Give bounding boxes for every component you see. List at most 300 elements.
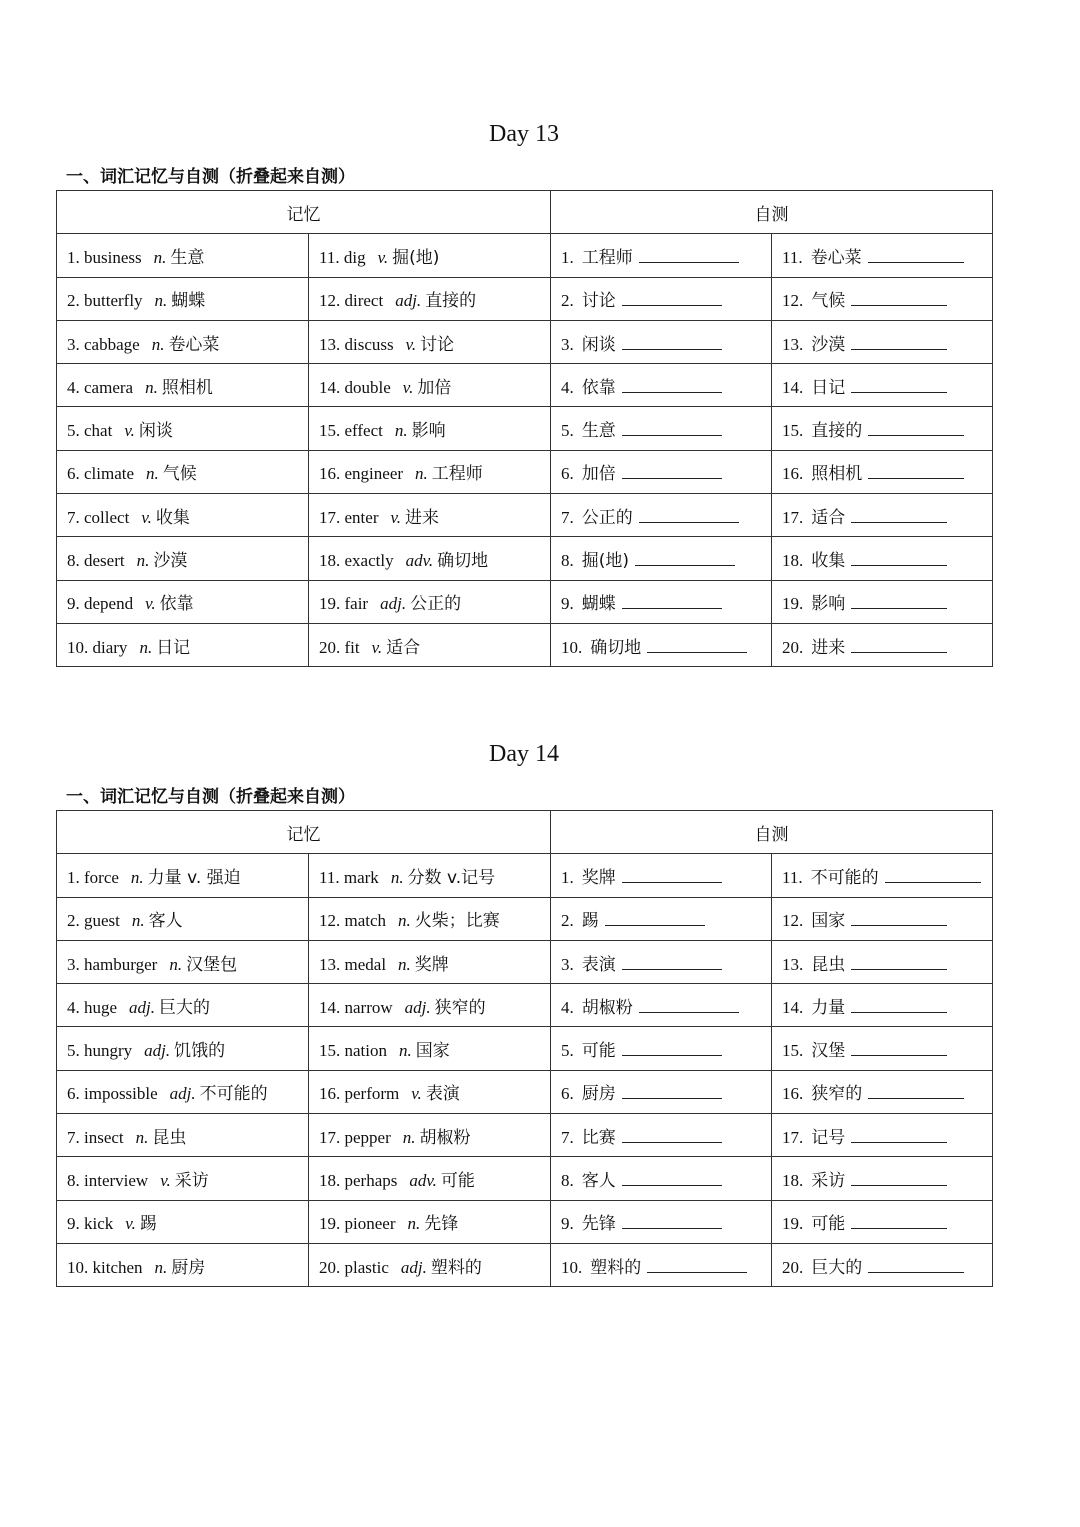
item-number: 10. bbox=[561, 1257, 583, 1277]
table-row bbox=[57, 623, 993, 666]
self-test-cell bbox=[772, 623, 993, 666]
item-number: 10. bbox=[67, 637, 89, 657]
answer-blank[interactable] bbox=[622, 287, 722, 306]
chinese-meaning: 卷心菜 bbox=[168, 334, 220, 355]
self-test-cell bbox=[772, 580, 993, 623]
self-test-cell bbox=[551, 320, 772, 363]
item-number: 20. bbox=[319, 1257, 341, 1277]
part-of-speech: v. bbox=[371, 637, 383, 657]
answer-blank[interactable] bbox=[605, 907, 705, 926]
chinese-prompt: 表演 bbox=[581, 954, 616, 975]
memory-cell bbox=[57, 234, 309, 277]
item-number: 13. bbox=[319, 334, 341, 354]
chinese-prompt: 进来 bbox=[811, 637, 846, 658]
answer-blank[interactable] bbox=[622, 590, 722, 609]
item-number: 6. bbox=[67, 464, 80, 484]
table-row bbox=[57, 494, 993, 537]
english-word: business bbox=[84, 247, 142, 267]
item-number: 19. bbox=[319, 1214, 341, 1234]
self-test-cell bbox=[551, 1070, 772, 1113]
item-number: 9. bbox=[67, 594, 80, 614]
item-number: 6. bbox=[67, 1084, 80, 1104]
chinese-prompt: 先锋 bbox=[581, 1214, 616, 1235]
memory-cell bbox=[57, 450, 309, 493]
item-number: 15. bbox=[782, 421, 804, 441]
part-of-speech: n. bbox=[139, 637, 153, 657]
item-number: 4. bbox=[67, 377, 80, 397]
chinese-meaning: 确切地 bbox=[437, 551, 489, 572]
english-word: kick bbox=[84, 1214, 114, 1234]
answer-blank[interactable] bbox=[622, 417, 722, 436]
english-word: pioneer bbox=[344, 1214, 396, 1234]
chinese-meaning: 闲谈 bbox=[138, 421, 173, 442]
item-number: 2. bbox=[561, 291, 574, 311]
english-word: pepper bbox=[344, 1127, 391, 1147]
self-test-cell bbox=[551, 1243, 772, 1286]
item-number: 13. bbox=[782, 334, 804, 354]
answer-blank[interactable] bbox=[622, 951, 722, 970]
memory-cell bbox=[57, 897, 309, 940]
part-of-speech: n. bbox=[399, 1041, 412, 1061]
english-word: fair bbox=[344, 594, 369, 614]
item-number: 18. bbox=[319, 551, 341, 571]
answer-blank[interactable] bbox=[851, 907, 947, 926]
english-word: guest bbox=[84, 911, 120, 931]
chinese-meaning: 巨大的 bbox=[159, 997, 211, 1018]
chinese-prompt: 气候 bbox=[811, 291, 846, 312]
item-number: 12. bbox=[319, 911, 341, 931]
memory-cell bbox=[309, 450, 551, 493]
item-number: 19. bbox=[319, 594, 341, 614]
chinese-prompt: 收集 bbox=[811, 551, 846, 572]
answer-blank[interactable] bbox=[622, 1210, 722, 1229]
answer-blank[interactable] bbox=[639, 244, 739, 263]
part-of-speech: n. bbox=[398, 954, 411, 974]
part-of-speech: adv. bbox=[409, 1171, 437, 1191]
chinese-meaning: 国家 bbox=[415, 1041, 450, 1062]
chinese-meaning: 分数 v.记号 bbox=[407, 867, 496, 888]
chinese-prompt: 昆虫 bbox=[811, 954, 846, 975]
item-number: 16. bbox=[782, 1084, 804, 1104]
self-test-cell bbox=[551, 623, 772, 666]
chinese-prompt: 狭窄的 bbox=[811, 1084, 863, 1105]
memory-header: 记忆 bbox=[57, 811, 551, 854]
table-row bbox=[57, 1070, 993, 1113]
chinese-meaning: 日记 bbox=[156, 637, 191, 658]
item-number: 13. bbox=[319, 954, 341, 974]
part-of-speech: n. bbox=[394, 421, 408, 441]
chinese-prompt: 不可能的 bbox=[810, 867, 879, 888]
english-word: interview bbox=[84, 1171, 149, 1191]
table-row bbox=[57, 277, 993, 320]
answer-blank[interactable] bbox=[622, 460, 722, 479]
chinese-prompt: 影响 bbox=[811, 594, 846, 615]
self-test-cell bbox=[772, 407, 993, 450]
table-row bbox=[57, 940, 993, 983]
chinese-prompt: 采访 bbox=[811, 1171, 846, 1192]
part-of-speech: adj. bbox=[400, 1257, 427, 1277]
chinese-meaning: 沙漠 bbox=[153, 551, 188, 572]
chinese-meaning: 塑料的 bbox=[430, 1257, 482, 1278]
table-row bbox=[57, 984, 993, 1027]
english-word: perform bbox=[344, 1084, 400, 1104]
item-number: 12. bbox=[782, 911, 804, 931]
item-number: 1. bbox=[67, 247, 80, 267]
self-test-cell bbox=[551, 1114, 772, 1157]
part-of-speech: adj. bbox=[169, 1084, 196, 1104]
answer-blank[interactable] bbox=[647, 634, 747, 653]
item-number: 5. bbox=[67, 421, 80, 441]
item-number: 1. bbox=[67, 867, 80, 887]
self-test-cell bbox=[551, 494, 772, 537]
english-word: medal bbox=[344, 954, 387, 974]
self-test-cell bbox=[772, 320, 993, 363]
self-test-cell bbox=[772, 450, 993, 493]
memory-cell bbox=[57, 494, 309, 537]
answer-blank[interactable] bbox=[622, 1124, 722, 1143]
answer-blank[interactable] bbox=[851, 504, 947, 523]
part-of-speech: n. bbox=[415, 464, 428, 484]
item-number: 1. bbox=[561, 247, 574, 267]
english-word: kitchen bbox=[92, 1257, 143, 1277]
chinese-meaning: 采访 bbox=[174, 1171, 209, 1192]
answer-blank[interactable] bbox=[851, 374, 947, 393]
table-row bbox=[57, 450, 993, 493]
item-number: 7. bbox=[561, 1127, 574, 1147]
memory-cell bbox=[309, 407, 551, 450]
self-test-cell bbox=[551, 984, 772, 1027]
item-number: 18. bbox=[319, 1171, 341, 1191]
chinese-prompt: 比赛 bbox=[581, 1127, 616, 1148]
chinese-meaning: 力量 v. 强迫 bbox=[147, 867, 241, 888]
part-of-speech: v. bbox=[390, 507, 402, 527]
memory-cell bbox=[57, 1114, 309, 1157]
answer-blank[interactable] bbox=[868, 1254, 964, 1273]
table-row bbox=[57, 1157, 993, 1200]
table-row bbox=[57, 1200, 993, 1243]
memory-cell bbox=[309, 1027, 551, 1070]
english-word: depend bbox=[84, 594, 134, 614]
self-test-cell bbox=[551, 234, 772, 277]
memory-cell bbox=[57, 854, 309, 897]
chinese-prompt: 厨房 bbox=[581, 1084, 616, 1105]
answer-blank[interactable] bbox=[622, 331, 722, 350]
item-number: 6. bbox=[561, 464, 574, 484]
part-of-speech: adv. bbox=[405, 551, 434, 571]
english-word: desert bbox=[84, 551, 125, 571]
english-word: enter bbox=[344, 507, 379, 527]
day-section bbox=[56, 740, 992, 1287]
item-number: 10. bbox=[561, 637, 583, 657]
english-word: perhaps bbox=[344, 1171, 398, 1191]
english-word: nation bbox=[344, 1041, 387, 1061]
test-header: 自测 bbox=[551, 191, 993, 234]
answer-blank[interactable] bbox=[868, 244, 964, 263]
item-number: 5. bbox=[67, 1041, 80, 1061]
part-of-speech: n. bbox=[151, 334, 165, 354]
english-word: huge bbox=[84, 997, 118, 1017]
answer-blank[interactable] bbox=[622, 1167, 722, 1186]
item-number: 15. bbox=[319, 1041, 341, 1061]
chinese-prompt: 日记 bbox=[811, 377, 846, 398]
item-number: 17. bbox=[319, 1127, 341, 1147]
chinese-prompt: 公正的 bbox=[581, 507, 633, 528]
self-test-cell bbox=[772, 897, 993, 940]
answer-blank[interactable] bbox=[851, 331, 947, 350]
item-number: 4. bbox=[67, 997, 80, 1017]
item-number: 7. bbox=[561, 507, 574, 527]
answer-blank[interactable] bbox=[622, 1037, 722, 1056]
self-test-cell bbox=[551, 854, 772, 897]
memory-cell bbox=[309, 854, 551, 897]
english-word: match bbox=[344, 911, 387, 931]
chinese-prompt: 讨论 bbox=[581, 291, 616, 312]
chinese-meaning: 收集 bbox=[155, 507, 190, 528]
chinese-meaning: 直接的 bbox=[425, 291, 477, 312]
self-test-cell bbox=[772, 1200, 993, 1243]
item-number: 1. bbox=[561, 867, 574, 887]
memory-cell bbox=[57, 1027, 309, 1070]
item-number: 2. bbox=[67, 291, 80, 311]
answer-blank[interactable] bbox=[851, 287, 947, 306]
memory-cell bbox=[309, 1114, 551, 1157]
self-test-cell bbox=[551, 277, 772, 320]
item-number: 10. bbox=[67, 1257, 89, 1277]
item-number: 17. bbox=[319, 507, 341, 527]
answer-blank[interactable] bbox=[851, 1167, 947, 1186]
answer-blank[interactable] bbox=[851, 1124, 947, 1143]
chinese-meaning: 表演 bbox=[425, 1084, 460, 1105]
chinese-meaning: 依靠 bbox=[159, 594, 194, 615]
chinese-prompt: 闲谈 bbox=[581, 334, 616, 355]
table-row bbox=[57, 580, 993, 623]
chinese-meaning: 踢 bbox=[139, 1214, 157, 1235]
part-of-speech: v. bbox=[125, 1214, 136, 1234]
answer-blank[interactable] bbox=[868, 1080, 964, 1099]
chinese-prompt: 力量 bbox=[811, 997, 846, 1018]
vocab-table bbox=[56, 810, 993, 1287]
answer-blank[interactable] bbox=[851, 634, 947, 653]
item-number: 11. bbox=[782, 867, 803, 887]
answer-blank[interactable] bbox=[885, 864, 981, 883]
memory-cell bbox=[309, 984, 551, 1027]
table-row bbox=[57, 364, 993, 407]
english-word: hungry bbox=[84, 1041, 133, 1061]
english-word: double bbox=[344, 377, 391, 397]
item-number: 3. bbox=[67, 954, 80, 974]
chinese-prompt: 生意 bbox=[581, 421, 616, 442]
memory-cell bbox=[309, 623, 551, 666]
item-number: 8. bbox=[561, 1171, 574, 1191]
part-of-speech: adj. bbox=[380, 594, 407, 614]
memory-cell bbox=[309, 537, 551, 580]
self-test-cell bbox=[551, 450, 772, 493]
item-number: 17. bbox=[782, 507, 804, 527]
memory-cell bbox=[309, 1243, 551, 1286]
section-subtitle: 一、词汇记忆与自测（折叠起来自测） bbox=[66, 167, 355, 187]
answer-blank[interactable] bbox=[622, 1080, 722, 1099]
chinese-meaning: 讨论 bbox=[420, 334, 455, 355]
chinese-prompt: 可能 bbox=[811, 1214, 846, 1235]
chinese-meaning: 蝴蝶 bbox=[171, 291, 206, 312]
memory-header: 记忆 bbox=[57, 191, 551, 234]
item-number: 15. bbox=[319, 421, 341, 441]
answer-blank[interactable] bbox=[647, 1254, 747, 1273]
item-number: 13. bbox=[782, 954, 804, 974]
day-section bbox=[56, 120, 992, 667]
memory-cell bbox=[57, 1070, 309, 1113]
chinese-prompt: 工程师 bbox=[581, 247, 633, 268]
part-of-speech: n. bbox=[136, 551, 150, 571]
self-test-cell bbox=[551, 537, 772, 580]
english-word: effect bbox=[344, 421, 383, 441]
english-word: hamburger bbox=[84, 954, 158, 974]
self-test-cell bbox=[772, 364, 993, 407]
chinese-meaning: 客人 bbox=[148, 911, 183, 932]
table-row bbox=[57, 1114, 993, 1157]
item-number: 3. bbox=[561, 954, 574, 974]
chinese-prompt: 踢 bbox=[581, 911, 599, 932]
memory-cell bbox=[57, 277, 309, 320]
item-number: 12. bbox=[319, 291, 341, 311]
item-number: 6. bbox=[561, 1084, 574, 1104]
item-number: 14. bbox=[782, 997, 804, 1017]
english-word: diary bbox=[92, 637, 128, 657]
english-word: mark bbox=[343, 867, 379, 887]
part-of-speech: n. bbox=[154, 1257, 168, 1277]
chinese-meaning: 适合 bbox=[386, 637, 421, 658]
item-number: 20. bbox=[782, 1257, 804, 1277]
chinese-meaning: 奖牌 bbox=[414, 954, 449, 975]
chinese-prompt: 适合 bbox=[811, 507, 846, 528]
answer-blank[interactable] bbox=[851, 994, 947, 1013]
part-of-speech: adj. bbox=[395, 291, 422, 311]
self-test-cell bbox=[772, 854, 993, 897]
item-number: 16. bbox=[782, 464, 804, 484]
part-of-speech: n. bbox=[169, 954, 183, 974]
vocab-body bbox=[57, 854, 993, 1287]
item-number: 20. bbox=[782, 637, 804, 657]
item-number: 19. bbox=[782, 594, 804, 614]
chinese-meaning: 可能 bbox=[440, 1171, 475, 1192]
part-of-speech: v. bbox=[402, 377, 414, 397]
english-word: dig bbox=[343, 247, 366, 267]
item-number: 12. bbox=[782, 291, 804, 311]
english-word: engineer bbox=[344, 464, 404, 484]
chinese-meaning: 胡椒粉 bbox=[419, 1127, 471, 1148]
answer-blank[interactable] bbox=[639, 504, 739, 523]
chinese-prompt: 记号 bbox=[811, 1127, 846, 1148]
answer-blank[interactable] bbox=[868, 460, 964, 479]
memory-cell bbox=[57, 984, 309, 1027]
self-test-cell bbox=[551, 364, 772, 407]
chinese-meaning: 火柴；比赛 bbox=[414, 911, 500, 932]
part-of-speech: adj. bbox=[129, 997, 156, 1017]
item-number: 7. bbox=[67, 1127, 80, 1147]
item-number: 3. bbox=[561, 334, 574, 354]
self-test-cell bbox=[551, 1157, 772, 1200]
chinese-prompt: 蝴蝶 bbox=[581, 594, 616, 615]
chinese-meaning: 昆虫 bbox=[152, 1127, 187, 1148]
self-test-cell bbox=[772, 1243, 993, 1286]
item-number: 8. bbox=[67, 551, 80, 571]
item-number: 2. bbox=[561, 911, 574, 931]
chinese-prompt: 国家 bbox=[811, 911, 846, 932]
english-word: camera bbox=[84, 377, 134, 397]
chinese-prompt: 沙漠 bbox=[811, 334, 846, 355]
part-of-speech: n. bbox=[154, 291, 168, 311]
answer-blank[interactable] bbox=[635, 547, 735, 566]
memory-cell bbox=[309, 897, 551, 940]
memory-cell bbox=[309, 1157, 551, 1200]
self-test-cell bbox=[551, 580, 772, 623]
memory-cell bbox=[309, 234, 551, 277]
item-number: 18. bbox=[782, 1171, 804, 1191]
english-word: butterfly bbox=[84, 291, 143, 311]
table-row bbox=[57, 320, 993, 363]
item-number: 18. bbox=[782, 551, 804, 571]
part-of-speech: v. bbox=[124, 421, 135, 441]
item-number: 5. bbox=[561, 421, 574, 441]
self-test-cell bbox=[772, 984, 993, 1027]
item-number: 8. bbox=[67, 1171, 80, 1191]
item-number: 2. bbox=[67, 911, 80, 931]
self-test-cell bbox=[772, 1114, 993, 1157]
answer-blank[interactable] bbox=[851, 951, 947, 970]
answer-blank[interactable] bbox=[622, 864, 722, 883]
self-test-cell bbox=[772, 1070, 993, 1113]
english-word: chat bbox=[84, 421, 113, 441]
part-of-speech: n. bbox=[398, 911, 411, 931]
chinese-prompt: 照相机 bbox=[811, 464, 863, 485]
chinese-meaning: 气候 bbox=[162, 464, 197, 485]
english-word: collect bbox=[84, 507, 130, 527]
chinese-meaning: 狭窄的 bbox=[434, 997, 486, 1018]
part-of-speech: adj. bbox=[144, 1041, 171, 1061]
item-number: 15. bbox=[782, 1041, 804, 1061]
part-of-speech: n. bbox=[390, 867, 404, 887]
table-row bbox=[57, 1027, 993, 1070]
english-word: cabbage bbox=[84, 334, 140, 354]
answer-blank[interactable] bbox=[851, 547, 947, 566]
answer-blank[interactable] bbox=[639, 994, 739, 1013]
answer-blank[interactable] bbox=[851, 1037, 947, 1056]
chinese-prompt: 汉堡 bbox=[811, 1041, 846, 1062]
part-of-speech: n. bbox=[130, 867, 144, 887]
memory-cell bbox=[309, 277, 551, 320]
self-test-cell bbox=[772, 277, 993, 320]
part-of-speech: n. bbox=[131, 911, 145, 931]
chinese-meaning: 不可能的 bbox=[199, 1084, 268, 1105]
chinese-prompt: 确切地 bbox=[590, 637, 642, 658]
self-test-cell bbox=[551, 940, 772, 983]
part-of-speech: n. bbox=[146, 464, 159, 484]
chinese-prompt: 直接的 bbox=[811, 421, 863, 442]
memory-cell bbox=[309, 494, 551, 537]
answer-blank[interactable] bbox=[851, 590, 947, 609]
chinese-meaning: 先锋 bbox=[424, 1214, 459, 1235]
item-number: 11. bbox=[319, 247, 340, 267]
answer-blank[interactable] bbox=[851, 1210, 947, 1229]
part-of-speech: v. bbox=[405, 334, 417, 354]
chinese-prompt: 可能 bbox=[581, 1041, 616, 1062]
self-test-cell bbox=[772, 494, 993, 537]
vocab-body bbox=[57, 234, 993, 667]
table-row bbox=[57, 1243, 993, 1286]
self-test-cell bbox=[551, 407, 772, 450]
answer-blank[interactable] bbox=[622, 374, 722, 393]
answer-blank[interactable] bbox=[868, 417, 964, 436]
